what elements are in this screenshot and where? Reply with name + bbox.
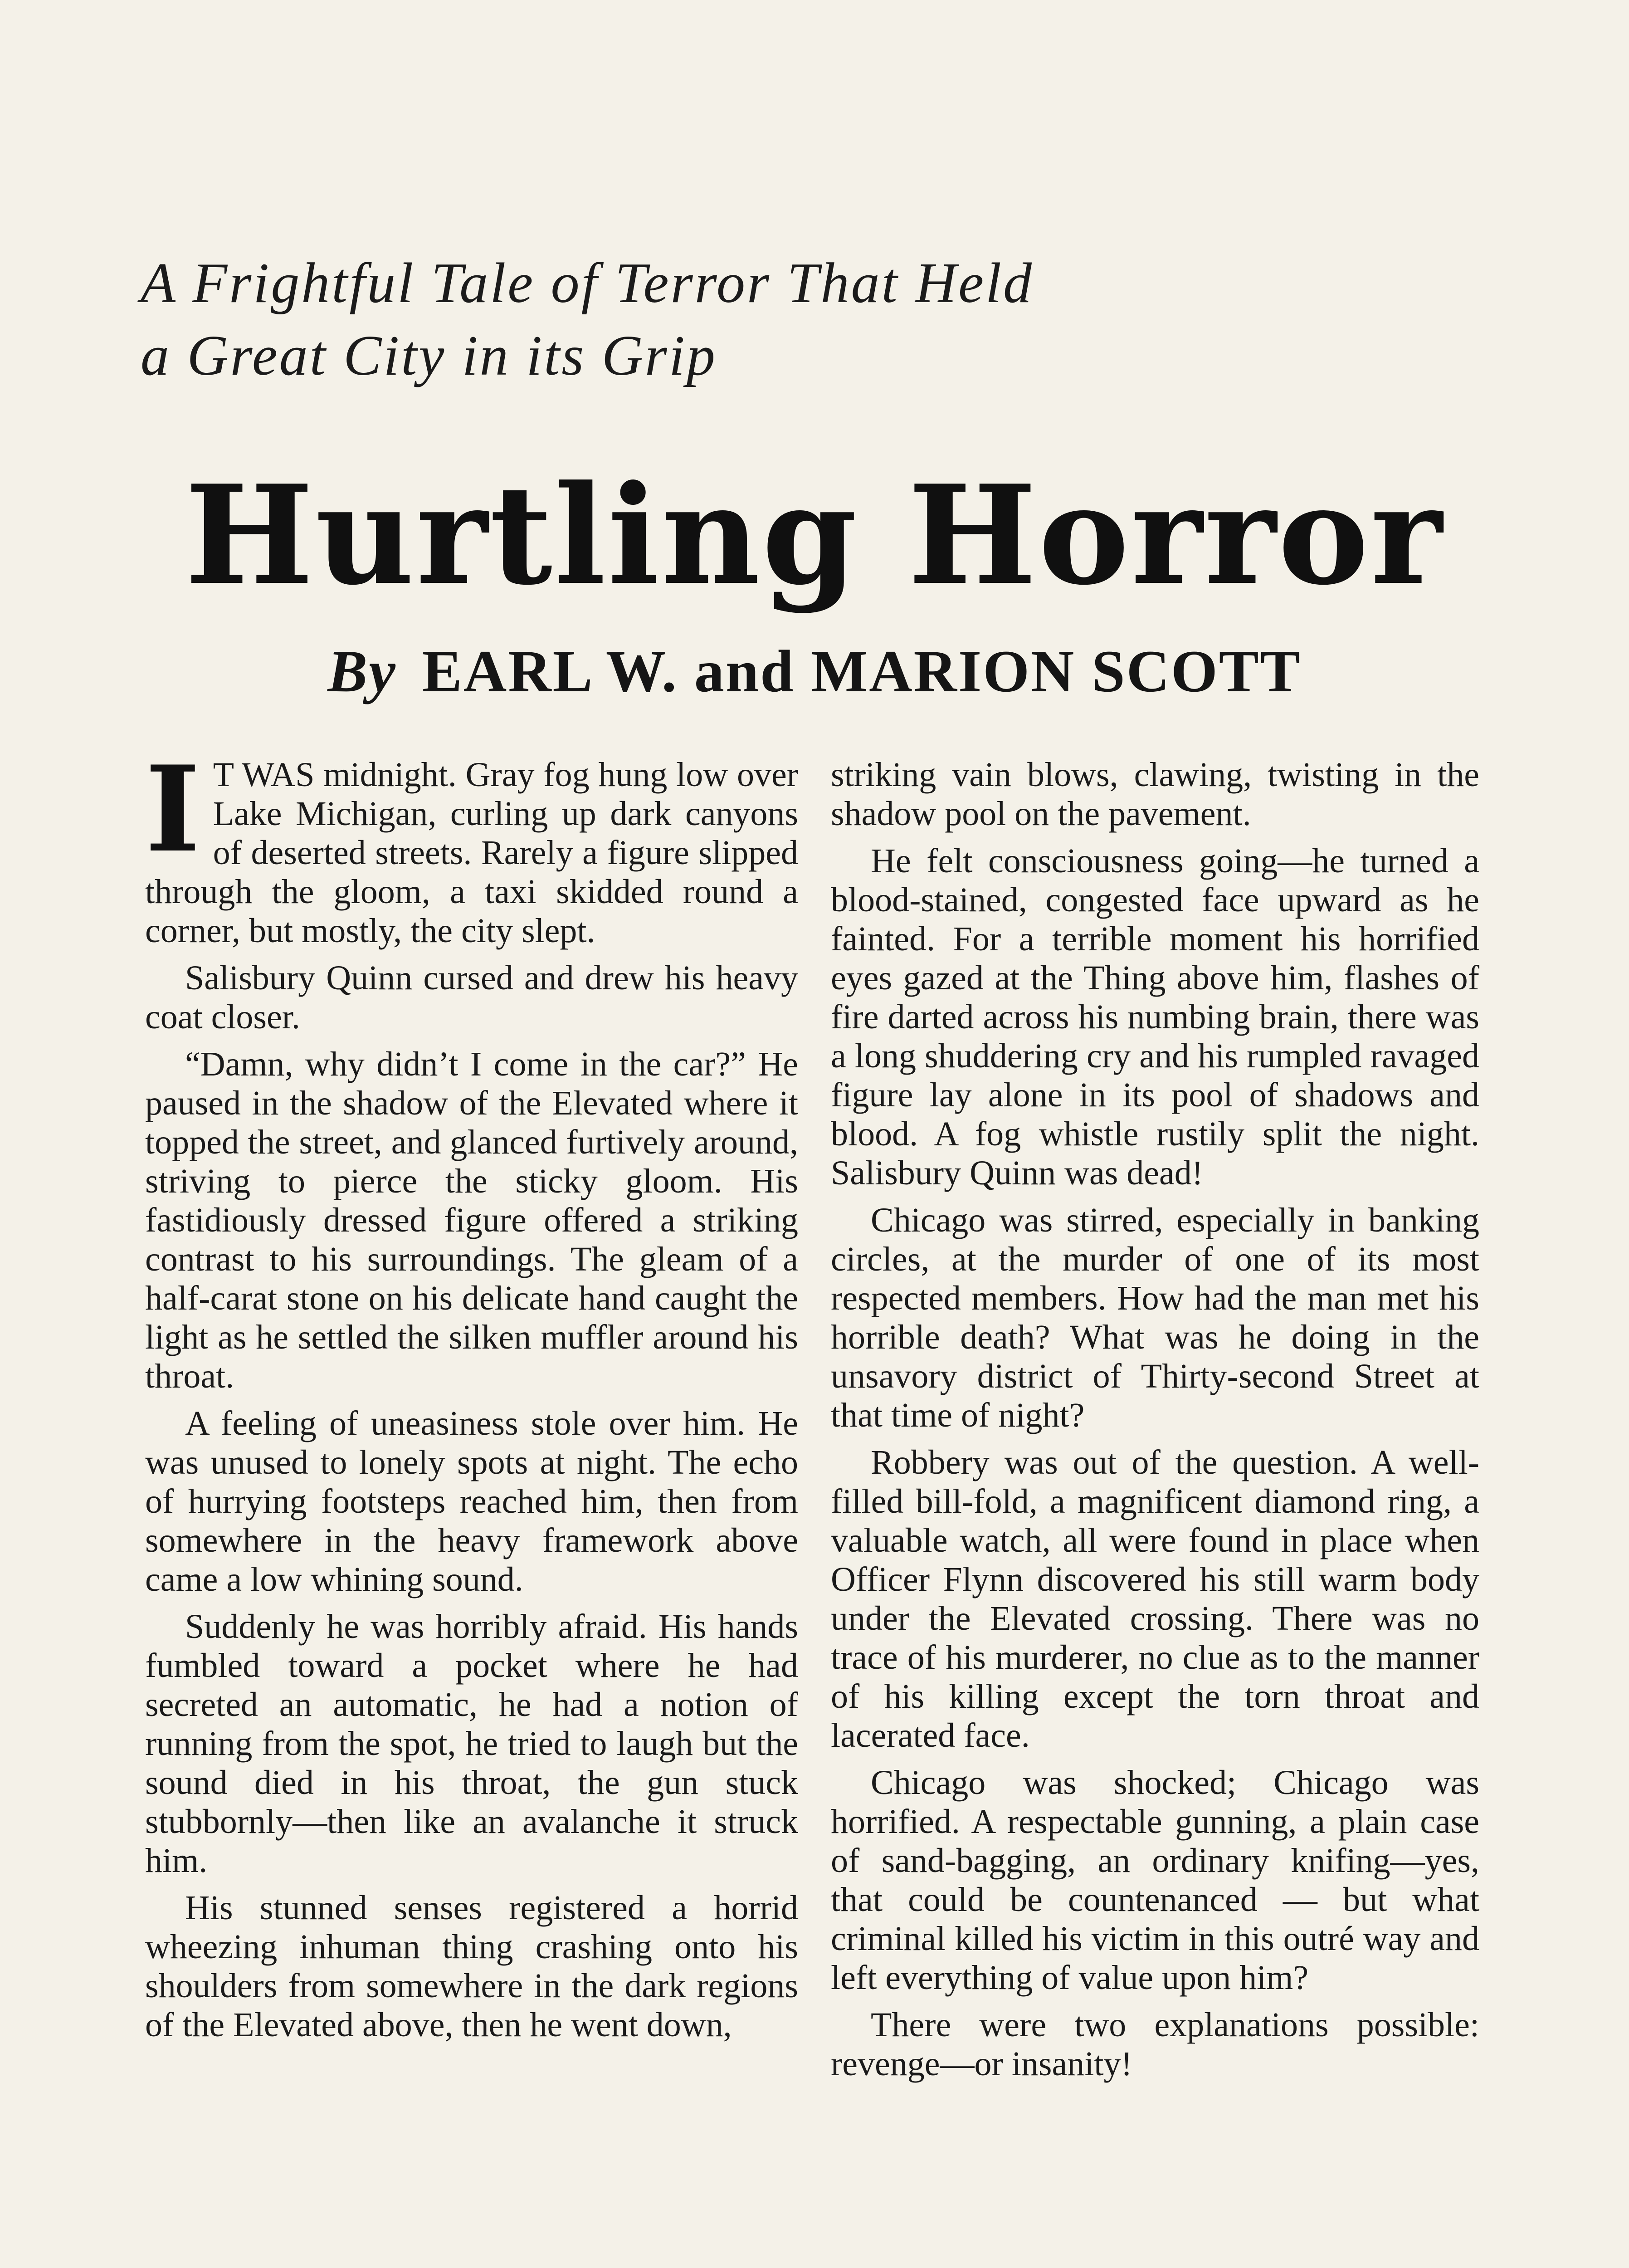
paragraph: He felt consciousness going—he turned a blood-stained, congested face upward as he fainted. For a terrible moment his horrified eyes gazed at the Thing above him, flashes of fire darted across his numbing brain, there was a long shuddering cry and his rumpled ravaged figure lay alone in its pool of shadows and blood. A fog whistle rustily split the night. Salisbury Quinn was dead! bbox=[831, 842, 1479, 1192]
story-column-left bbox=[145, 740, 798, 2053]
byline-by: By bbox=[327, 638, 397, 704]
tagline-line-2: a Great City in its Grip bbox=[141, 324, 717, 387]
paragraph: His stunned senses registered a horrid wheezing inhuman thing crashing onto his shoulders from somewhere in the dark regions of the Elevated above, then he went down, bbox=[145, 1889, 798, 2044]
tagline bbox=[141, 247, 1365, 392]
paragraph: Chicago was shocked; Chicago was horrified. A respectable gunning, a plain case of sand-bagging, an ordinary knifing—yes, that could be countenanced — but what criminal killed his victim in this outré way and left everything of value upon him? bbox=[831, 1764, 1479, 1997]
byline-authors: EARL W. and MARION SCOTT bbox=[422, 638, 1302, 704]
paragraph: There were two explanations possible: revenge—or insanity! bbox=[831, 2006, 1479, 2083]
paragraph: Robbery was out of the question. A well-filled bill-fold, a magnificent diamond ring, a valuable watch, all were found in place when Officer Flynn discovered his still warm body under the Elevated crossing. There was no trace of his murderer, no clue as to the manner of his killing except the torn throat and lacerated face. bbox=[831, 1443, 1479, 1755]
paragraph: A feeling of uneasiness stole over him. He was unused to lonely spots at night. The echo of hurrying footsteps reached him, then from somewhere in the heavy framework above came a low whining sound. bbox=[145, 1404, 798, 1598]
tagline-line-1: A Frightful Tale of Terror That Held bbox=[141, 252, 1034, 315]
paragraph: striking vain blows, clawing, twisting in the shadow pool on the pavement. bbox=[831, 756, 1479, 833]
paragraph: “Damn, why didn’t I come in the car?” He paused in the shadow of the Elevated where it topped the street, and glanced furtively around, striving to pierce the sticky gloom. His fastidiously dressed figure offered a striking contrast to his surroundings. The gleam of a half-carat stone on his delicate hand caught the light as he settled the silken muffler around his throat. bbox=[145, 1045, 798, 1395]
story-title: Hurtling Horror bbox=[185, 455, 1444, 615]
byline bbox=[0, 635, 1629, 708]
paragraph: I T WAS midnight. Gray fog hung low over Lake Michigan, curling up dark canyons of deserted streets. Rarely a figure slipped through the gloom, a taxi skidded round a corner, but mostly, the city slept. bbox=[145, 740, 798, 950]
paragraph: Chicago was stirred, especially in banking circles, at the murder of one of its most respected members. How had the man met his horrible death? What was he doing in the unsavory district of Thirty-second Street at that time of night? bbox=[831, 1201, 1479, 1434]
story-column-right bbox=[831, 755, 1479, 2092]
drop-cap: I bbox=[145, 740, 200, 879]
paragraph: Suddenly he was horribly afraid. His hands fumbled toward a pocket where he had secreted an automatic, he had a notion of running from the spot, he tried to laugh but the sound died in his throat, the gun stuck stubbornly—then like an avalanche it struck him. bbox=[145, 1608, 798, 1880]
paragraph: Salisbury Quinn cursed and drew his heavy coat closer. bbox=[145, 959, 798, 1036]
